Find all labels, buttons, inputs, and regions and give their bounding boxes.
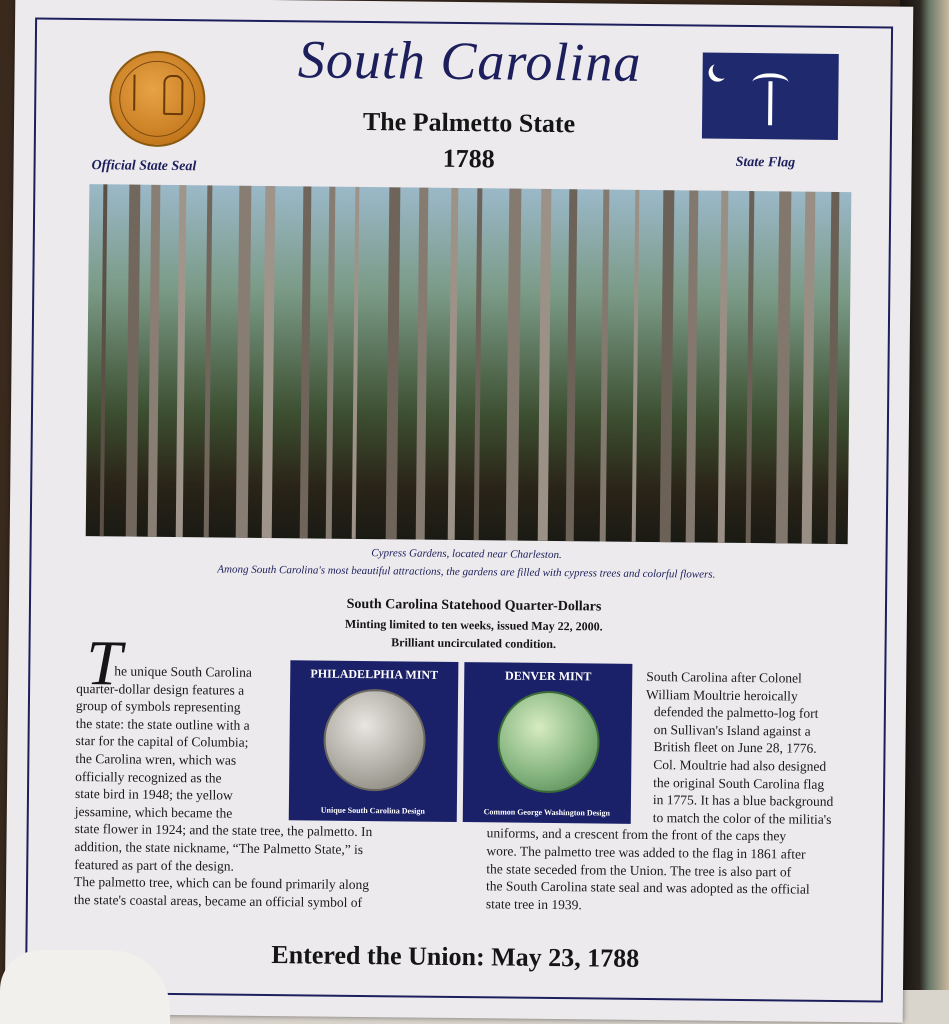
state-seal-image (109, 50, 206, 147)
body-text-line: British fleet on June 28, 1776. (653, 739, 817, 757)
cypress-trunk (746, 191, 755, 543)
body-text-line: the South Carolina state seal and was adopted as the official (485, 878, 810, 897)
cypress-trunk (802, 192, 816, 544)
flag-palm-trunk (768, 81, 772, 125)
cypress-trunk (126, 185, 141, 537)
cypress-trunk (176, 185, 187, 537)
mint-caption: Unique South Carolina Design (320, 805, 425, 816)
body-text-line: the state's coastal areas, became an official symbol of (73, 891, 363, 910)
commemorative-panel (5, 0, 914, 1023)
body-text-line: addition, the state nickname, “The Palmetto State,” is (74, 838, 364, 858)
body-text-line: state tree in 1939. (485, 896, 582, 913)
cypress-trunk (632, 190, 640, 542)
quarters-condition: Brilliant uncirculated condition. (391, 635, 557, 652)
seal-caption: Official State Seal (91, 158, 197, 175)
body-text-line: Col. Moultrie had also designed (653, 757, 827, 774)
cypress-trunk (828, 192, 840, 544)
cypress-trunk (326, 187, 336, 539)
cypress-trunk (236, 186, 252, 538)
drop-cap-letter: T (86, 627, 123, 699)
cypress-trunk (776, 191, 792, 543)
body-text-line: in 1775. It has a blue background (652, 792, 834, 810)
cypress-trunk (352, 187, 360, 539)
body-text-line: state bird in 1948; the yellow (74, 786, 233, 803)
state-title: South Carolina (297, 29, 642, 93)
body-text-line: wore. The palmetto tree was added to the flag in 1861 after (486, 843, 806, 862)
body-text-line: The palmetto tree, which can be found primarily along (74, 874, 370, 893)
entered-union-footer: Entered the Union: May 23, 1788 (271, 940, 640, 973)
seal-palmetto (133, 75, 153, 111)
cypress-trunk (300, 186, 312, 538)
body-text-line: South Carolina after Colonel (646, 668, 802, 686)
cypress-trunk (386, 187, 401, 539)
body-text-line: star for the capital of Columbia; (75, 733, 249, 751)
photo-caption-description: Among South Carolina's most beautiful attractions, the gardens are filled with cypress trees and colorful flowers. (217, 563, 716, 581)
body-text-line: quarter-dollar design features a (76, 680, 245, 698)
cypress-gardens-photo (86, 184, 852, 544)
cypress-trunk (262, 186, 276, 538)
cypress-trunk (474, 188, 483, 540)
body-text-line: group of symbols representing (75, 698, 241, 715)
quarters-heading: South Carolina Statehood Quarter-Dollars (346, 596, 602, 615)
cypress-trunk (204, 185, 213, 537)
body-text-line: jessamine, which became the (74, 803, 233, 821)
cypress-trunk (416, 188, 429, 540)
cypress-trunk (448, 188, 459, 540)
body-text-line: he unique South Carolina (114, 663, 252, 680)
cypress-trunk (660, 190, 675, 542)
body-text-line: the state seceded from the Union. The tree is also part of (486, 860, 792, 880)
state-nickname: The Palmetto State (362, 106, 576, 139)
body-text-line: to match the color of the militia's (652, 809, 832, 827)
philadelphia-mint-card (289, 660, 459, 822)
cypress-trunk (148, 185, 161, 537)
south-carolina-quarter-coin (323, 689, 426, 792)
body-text-line: on Sullivan's Island against a (653, 721, 811, 739)
cypress-trunk (506, 189, 522, 541)
body-text-line: uniforms, and a crescent from the front of the caps they (486, 825, 787, 844)
denver-mint-card (463, 662, 633, 824)
quarters-minting-note: Minting limited to ten weeks, issued May 22, 2000. (344, 616, 603, 634)
mint-label: DENVER MINT (505, 668, 592, 684)
cypress-trunk (718, 191, 729, 543)
seal-figure (163, 75, 183, 115)
body-text-line: featured as part of the design. (74, 856, 235, 874)
body-text-line: state flower in 1924; and the state tree, the palmetto. In (74, 821, 373, 840)
body-text-line: William Moultrie heroically (646, 686, 798, 704)
cypress-trunk (538, 189, 552, 541)
mint-caption: Common George Washington Design (483, 807, 611, 818)
body-text-line: officially recognized as the (75, 768, 222, 786)
flag-crescent (713, 61, 731, 79)
flag-caption: State Flag (735, 154, 796, 171)
state-flag-image (702, 53, 839, 140)
washington-quarter-coin (497, 690, 600, 793)
photo-caption-title: Cypress Gardens, located near Charleston. (371, 547, 562, 562)
cypress-trunk (566, 189, 578, 541)
mint-label: PHILADELPHIA MINT (310, 666, 439, 682)
statehood-year: 1788 (442, 143, 495, 174)
body-text-line: defended the palmetto-log fort (653, 704, 819, 721)
cypress-trunk (600, 189, 610, 541)
white-glove-object (0, 950, 170, 1024)
body-text-line: the original South Carolina flag (653, 774, 825, 792)
body-text-line: the state: the state outline with a (75, 715, 250, 733)
cypress-trunk (686, 190, 699, 542)
seal-ring (119, 60, 196, 137)
body-text-line: the Carolina wren, which was (75, 750, 237, 768)
cypress-trunk (100, 184, 108, 536)
